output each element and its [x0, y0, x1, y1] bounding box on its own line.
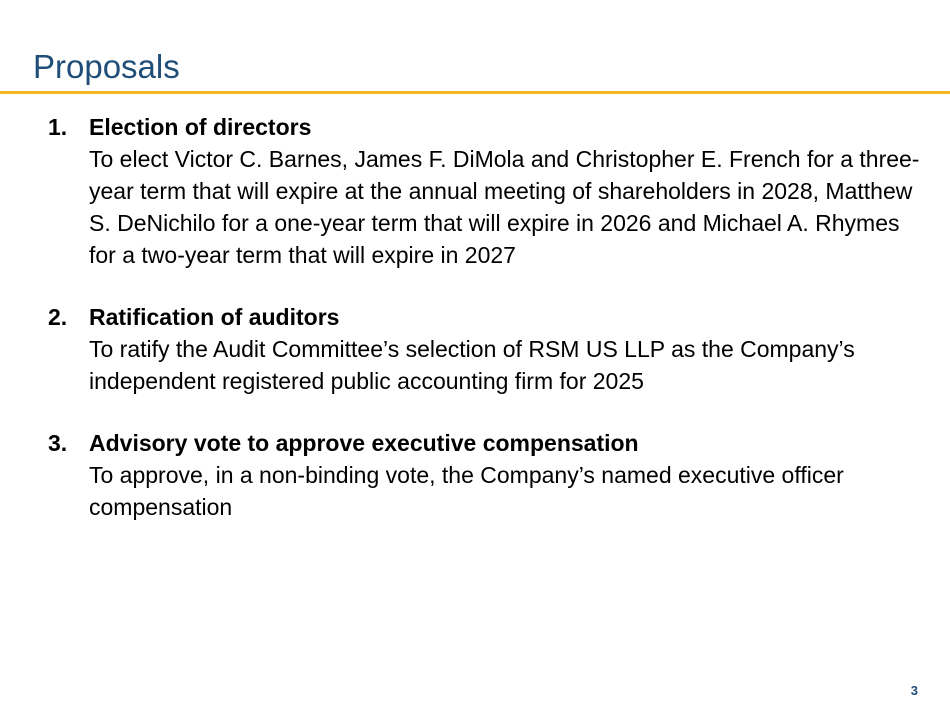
- proposal-item-2: [48, 301, 928, 397]
- proposal-number: 3.: [48, 430, 68, 456]
- proposal-description: To elect Victor C. Barnes, James F. DiMola and Christopher E. French for a three-year term that will expire at the annual meeting of shareholders in 2028, Matthew S. DeNichilo for a one-year term that will expire in 2026 and Michael A. Rhymes for a two-year term that will expire in 2027: [89, 146, 920, 268]
- proposal-description: To approve, in a non-binding vote, the Company’s named executive officer compensation: [89, 462, 844, 520]
- proposal-item-3: [48, 427, 928, 523]
- title-divider: [0, 91, 950, 94]
- page-number: 3: [910, 683, 918, 698]
- proposal-heading: Ratification of auditors: [89, 304, 340, 330]
- slide-title: Proposals: [33, 48, 180, 85]
- proposal-number: 2.: [48, 304, 68, 330]
- proposal-item-1: [48, 111, 928, 271]
- proposal-list: [48, 111, 928, 553]
- proposal-heading: Election of directors: [89, 114, 312, 140]
- proposal-description: To ratify the Audit Committee’s selection of RSM US LLP as the Company’s independent registered public accounting firm for 2025: [89, 336, 855, 394]
- proposal-number: 1.: [48, 114, 68, 140]
- proposal-heading: Advisory vote to approve executive compensation: [89, 430, 639, 456]
